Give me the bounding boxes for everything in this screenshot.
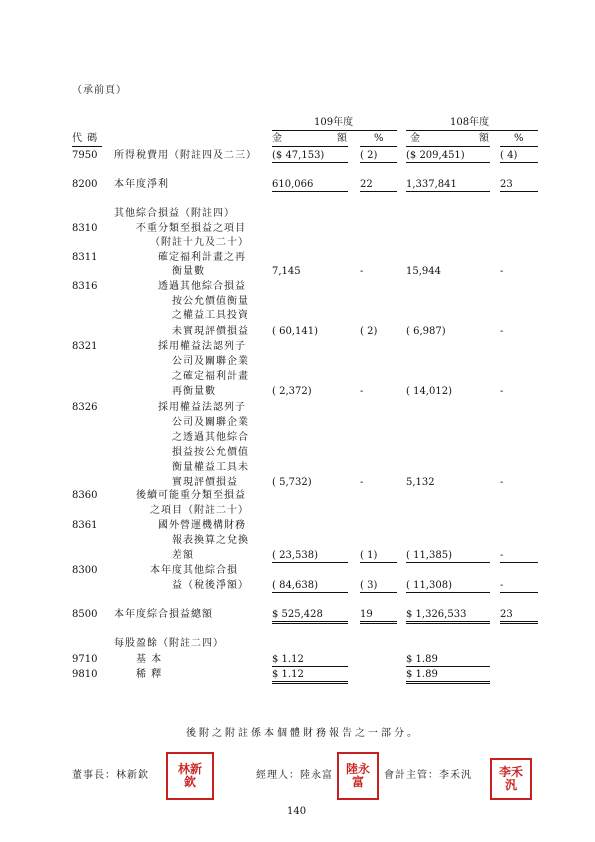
chairman-seal-text: 林新欽 [177,762,202,789]
manager-seal [337,752,379,800]
amount-cell: ( 23,538) [272,550,318,561]
row-label: 未實現評價損益 [172,326,249,337]
underline [272,592,348,593]
year-a-rule [272,130,397,131]
accountant-signature: 會計主管：李禾汎 [384,770,472,781]
percent-rule-a [360,146,397,147]
row-label: （附註十九及二十） [150,237,249,248]
percent-cell: 23 [500,609,513,620]
underline [360,191,397,192]
code-rule [72,146,102,147]
underline [272,162,348,163]
underline [500,191,538,192]
underline [500,592,538,593]
amount-cell: ( 11,385) [406,550,452,561]
underline [406,562,490,563]
amount-header-a-2: 額 [337,133,348,144]
amount-cell: 15,944 [406,266,441,277]
amount-cell: ($ 47,153) [272,150,325,161]
row-label: 損益按公允價值 [172,447,249,458]
percent-cell: ( 3) [360,580,378,591]
amount-cell: ( 60,141) [272,326,318,337]
year-a-header: 109年度 [314,117,354,128]
underline [406,191,490,192]
percent-cell: - [360,386,364,397]
row-label: 之確定福利計畫 [172,371,249,382]
year-b-header: 108年度 [450,117,490,128]
row-label: 之透過其他綜合 [172,432,249,443]
underline [500,562,538,563]
underline [500,162,538,163]
row-label: 衡量權益工具未 [172,462,249,473]
percent-cell: 23 [500,179,513,190]
chairman-signature: 董事長：林新欽 [72,770,149,781]
row-code: 8311 [72,252,98,263]
underline [500,621,538,624]
row-label: 之權益工具投資 [172,310,249,321]
row-code: 7950 [72,150,98,161]
continued-label: （承前頁） [72,85,127,96]
row-code: 8321 [72,341,98,352]
percent-cell: ( 1) [360,550,378,561]
row-label: 之項目（附註二十） [150,505,249,516]
underline [272,621,348,624]
page-number: 140 [287,806,307,817]
row-label: 本年度淨利 [114,179,169,190]
code-header: 代 碼 [72,133,99,144]
amount-cell: $ 1.89 [406,654,438,665]
row-code: 8361 [72,520,98,531]
row-label: 公司及關聯企業 [172,356,249,367]
row-label: 實現評價損益 [172,477,238,488]
percent-cell: - [500,550,504,561]
percent-cell: - [360,477,364,488]
row-label: 差額 [172,550,194,561]
percent-cell: - [500,386,504,397]
row-label: 本年度綜合損益總額 [114,609,213,620]
percent-cell: - [500,580,504,591]
percent-header-b: % [514,133,524,144]
row-label: 採用權益法認列子 [158,341,246,352]
percent-cell: ( 4) [500,150,518,161]
amount-cell: 610,066 [272,179,314,190]
percent-header-a: % [374,133,384,144]
year-b-rule [406,130,538,131]
row-label: 其他綜合損益（附註四） [114,208,235,219]
underline [360,592,397,593]
row-label: 基 本 [136,654,163,665]
row-label: 稀 釋 [136,669,163,680]
manager-seal-text: 陸永富 [345,762,370,789]
amount-cell: 5,132 [406,477,435,488]
footnote: 後附之附註係本個體財務報告之一部分。 [186,728,420,739]
chairman-seal [166,752,214,800]
percent-cell: - [500,326,504,337]
percent-cell: 19 [360,609,373,620]
percent-cell: ( 2) [360,150,378,161]
row-label: 後續可能重分類至損益 [136,490,246,501]
row-code: 8316 [72,281,98,292]
row-label: 報表換算之兌換 [172,535,249,546]
row-label: 益（稅後淨額） [172,580,249,591]
percent-cell: - [360,266,364,277]
row-code: 8500 [72,609,98,620]
amount-cell: 1,337,841 [406,179,457,190]
underline [406,592,490,593]
amount-cell: ( 6,987) [406,326,446,337]
amount-header-b-1: 金 [410,133,421,144]
amount-header-b-2: 額 [479,133,490,144]
row-label: 本年度其他綜合損 [150,565,238,576]
percent-cell: ( 2) [360,326,378,337]
underline [272,666,348,667]
amount-cell: $ 1.89 [406,669,438,680]
amount-header-a-1: 金 [272,133,283,144]
row-label: 每股盈餘（附註二四） [114,638,224,649]
accountant-seal [490,758,532,800]
amount-cell: ( 84,638) [272,580,318,591]
underline [272,681,348,684]
row-label: 透過其他綜合損益 [158,281,246,292]
amount-cell: ( 14,012) [406,386,452,397]
row-code: 9810 [72,669,98,680]
amount-rule-a [272,146,348,147]
amount-header-a [272,133,348,145]
amount-header-b [410,133,490,145]
row-label: 按公允價值衡量 [172,296,249,307]
accountant-seal-text: 李禾汎 [498,765,523,792]
row-label: 公司及關聯企業 [172,417,249,428]
underline [272,191,348,192]
underline [360,162,397,163]
row-code: 9710 [72,654,98,665]
row-code: 8326 [72,402,98,413]
row-code: 8300 [72,565,98,576]
row-label: 所得稅費用（附註四及二三） [114,150,257,161]
amount-cell: ( 5,732) [272,477,312,488]
amount-cell: $ 1,326,533 [406,609,467,620]
underline [360,621,397,624]
row-label: 再衡量數 [172,386,216,397]
row-code: 8310 [72,223,98,234]
manager-signature: 經理人：陸永富 [256,770,333,781]
row-label: 確定福利計畫之再 [158,252,246,263]
amount-cell: ( 11,308) [406,580,452,591]
row-code: 8200 [72,179,98,190]
underline [406,162,490,163]
amount-cell: $ 525,428 [272,609,323,620]
row-label: 國外營運機構財務 [158,520,246,531]
amount-cell: 7,145 [272,266,301,277]
amount-cell: $ 1.12 [272,654,304,665]
underline [406,681,490,684]
percent-rule-b [500,146,538,147]
underline [360,562,397,563]
row-label: 衡量數 [172,266,205,277]
percent-cell: 22 [360,179,373,190]
underline [272,562,348,563]
row-code: 8360 [72,490,98,501]
amount-cell: ($ 209,451) [406,150,465,161]
underline [406,621,490,624]
underline [406,666,490,667]
amount-rule-b [406,146,490,147]
row-label: 不重分類至損益之項目 [136,223,246,234]
percent-cell: - [500,477,504,488]
amount-cell: $ 1.12 [272,669,304,680]
percent-cell: - [500,266,504,277]
row-label: 採用權益法認列子 [158,402,246,413]
amount-cell: ( 2,372) [272,386,312,397]
